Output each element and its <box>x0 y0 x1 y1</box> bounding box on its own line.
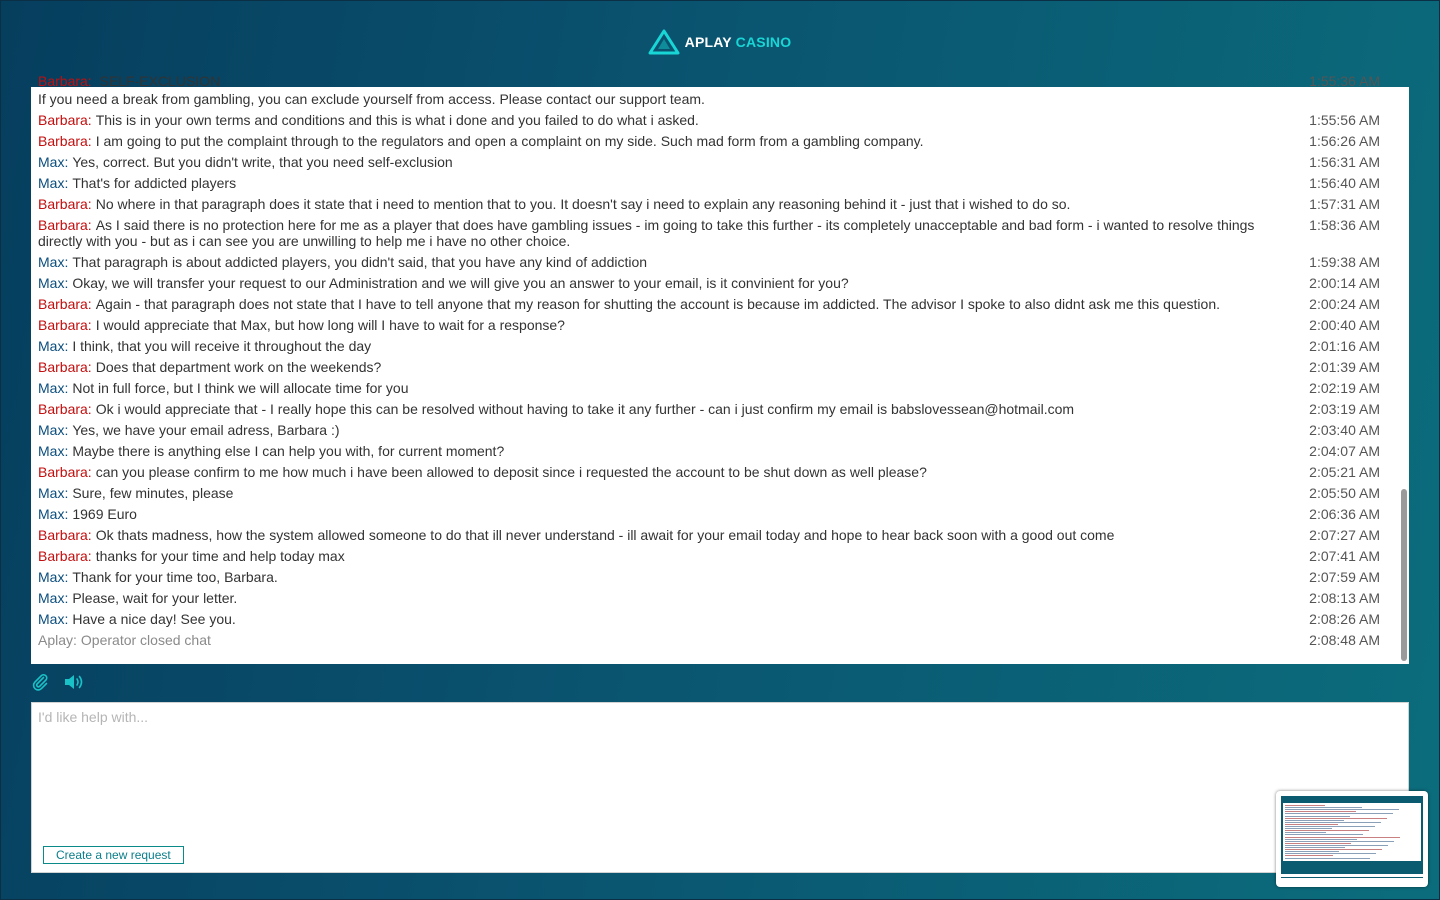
message-text: Again - that paragraph does not state that I have to tell anyone that my reason for shutting the account is because im addicted. The advisor I spoke to also didnt ask me this question. <box>95 296 1221 312</box>
message-text: I would appreciate that Max, but how long will I have to wait for a response? <box>95 317 565 333</box>
brand-name-primary: APLAY <box>684 34 732 50</box>
message-text: Okay, we will transfer your request to our Administration and we will give you an answer to your email, is it convinient for you? <box>72 275 849 291</box>
thumbnail-line <box>1285 809 1399 810</box>
message-row <box>38 112 1380 128</box>
message-author: Max: <box>38 443 69 459</box>
message-text: thanks for your time and help today max <box>95 548 345 564</box>
message-row <box>38 380 1380 396</box>
message-author: Barbara: <box>38 359 92 375</box>
thumbnail-chat <box>1283 803 1421 861</box>
message-time: 1:59:38 AM <box>1309 254 1380 270</box>
thumbnail-line <box>1285 824 1338 825</box>
message-row <box>38 317 1380 333</box>
message-text: No where in that paragraph does it state that i need to mention that to you. It doesn't say i need to explain any reasoning behind it - just that i wished to do so. <box>95 196 1071 212</box>
message-text: As I said there is no protection here for me as a player that does have gambling issues - im going to take this further - its completely unacceptable and bad form - i wanted to resolve things directly with you - but as i can see you are unwilling to help me i have no other choice. <box>38 217 1255 249</box>
message-text: Yes, correct. But you didn't write, that you need self-exclusion <box>72 154 453 170</box>
message-time: 2:07:27 AM <box>1309 527 1380 543</box>
message-text: Does that department work on the weekends? <box>95 359 382 375</box>
message-input[interactable] <box>38 709 1268 829</box>
message-time: 1:56:31 AM <box>1309 154 1380 170</box>
message-row <box>38 254 1380 270</box>
message-author: Barbara: <box>38 548 92 564</box>
paperclip-icon <box>31 673 49 691</box>
message-text: SELF-EXCLUSION <box>99 73 221 89</box>
message-row <box>38 217 1380 249</box>
message-row <box>38 590 1380 606</box>
message-author: Max: <box>38 275 69 291</box>
message-time: 2:03:19 AM <box>1309 401 1380 417</box>
message-author: Max: <box>38 611 69 627</box>
message-list <box>38 73 1380 653</box>
create-request-button[interactable]: Create a new request <box>43 846 184 864</box>
message-time: 1:56:40 AM <box>1309 175 1380 191</box>
message-author: Max: <box>38 569 69 585</box>
message-text: Not in full force, but I think we will allocate time for you <box>72 380 409 396</box>
message-time: 2:03:40 AM <box>1309 422 1380 438</box>
message-time: 2:01:39 AM <box>1309 359 1380 375</box>
message-continuation: If you need a break from gambling, you can exclude yourself from access. Please contact our support team. <box>38 91 705 107</box>
message-composer <box>31 702 1409 873</box>
message-text: Operator closed chat <box>80 632 211 648</box>
thumbnail-line <box>1285 830 1369 831</box>
chat-transcript[interactable] <box>31 73 1409 664</box>
message-row <box>38 527 1380 543</box>
message-text: 1969 Euro <box>72 506 137 522</box>
message-row <box>38 296 1380 312</box>
message-text: Yes, we have your email adress, Barbara :) <box>72 422 340 438</box>
message-author: Max: <box>38 338 69 354</box>
thumbnail-line <box>1285 822 1381 823</box>
message-time: 1:57:31 AM <box>1309 196 1380 212</box>
thumbnail-line <box>1285 828 1332 829</box>
thumbnail-line <box>1285 839 1357 840</box>
scrollbar-thumb[interactable] <box>1401 489 1407 661</box>
brand-name-secondary: CASINO <box>735 34 792 50</box>
message-text: That's for addicted players <box>72 175 237 191</box>
message-time: 2:05:21 AM <box>1309 464 1380 480</box>
window-preview-thumbnail[interactable] <box>1276 791 1428 887</box>
message-time: 2:00:24 AM <box>1309 296 1380 312</box>
message-author: Max: <box>38 380 69 396</box>
message-author: Max: <box>38 590 69 606</box>
message-text: can you please confirm to me how much i have been allowed to deposit since i requested the account to be shut down as well please? <box>95 464 927 480</box>
message-row <box>38 464 1380 480</box>
message-text: That paragraph is about addicted players, you didn't said, that you have any kind of addiction <box>72 254 648 270</box>
thumbnail-line <box>1285 851 1339 852</box>
aplay-triangle-icon <box>649 30 679 54</box>
thumbnail-line <box>1285 849 1382 850</box>
message-time: 2:06:36 AM <box>1309 506 1380 522</box>
thumbnail-line <box>1285 805 1325 806</box>
message-row <box>38 133 1380 149</box>
message-author: Barbara: <box>38 401 92 417</box>
thumbnail-line <box>1285 816 1350 817</box>
message-author: Barbara: <box>38 217 92 233</box>
message-author: Barbara: <box>38 527 92 543</box>
chat-toolbar <box>30 672 84 692</box>
message-text: Please, wait for your letter. <box>72 590 238 606</box>
message-time: 2:00:14 AM <box>1309 275 1380 291</box>
message-row <box>38 401 1380 417</box>
message-author: Barbara: <box>38 464 92 480</box>
speaker-icon <box>63 673 85 691</box>
message-text: Maybe there is anything else I can help you with, for current moment? <box>72 443 505 459</box>
thumbnail-line <box>1285 853 1376 854</box>
message-author: Max: <box>38 254 69 270</box>
message-row <box>38 611 1380 627</box>
thumbnail-line <box>1285 834 1363 835</box>
message-row <box>38 175 1380 191</box>
message-author: Barbara: <box>38 296 92 312</box>
message-time: 2:02:19 AM <box>1309 380 1380 396</box>
thumbnail-line <box>1285 855 1333 856</box>
message-text: Have a nice day! See you. <box>72 611 236 627</box>
thumbnail-line <box>1285 832 1326 833</box>
thumbnail-screen <box>1281 796 1423 874</box>
message-row <box>38 359 1380 375</box>
message-row <box>38 154 1380 170</box>
attach-button[interactable] <box>30 672 50 692</box>
message-row <box>38 338 1380 354</box>
message-row <box>38 196 1380 212</box>
thumbnail-line <box>1285 841 1394 842</box>
message-text: I am going to put the complaint through to the regulators and open a complaint on my side. Such mad form from a gambling company. <box>95 133 924 149</box>
message-time: 1:56:26 AM <box>1309 133 1380 149</box>
message-text: Sure, few minutes, please <box>72 485 234 501</box>
message-row-partial <box>38 73 1380 89</box>
message-text: This is in your own terms and conditions and this is what i done and you failed to do what i asked. <box>95 112 699 128</box>
message-time: 2:04:07 AM <box>1309 443 1380 459</box>
message-row <box>38 506 1380 522</box>
message-text: I think, that you will receive it throughout the day <box>72 338 372 354</box>
message-text: Thank for your time too, Barbara. <box>72 569 278 585</box>
message-time: 2:05:50 AM <box>1309 485 1380 501</box>
message-author: Barbara: <box>38 133 92 149</box>
message-author: Barbara: <box>38 317 92 333</box>
message-author: Max: <box>38 485 69 501</box>
message-author: Barbara: <box>38 196 92 212</box>
message-time: 2:08:48 AM <box>1309 632 1380 648</box>
brand-logo <box>649 30 792 54</box>
message-row <box>38 275 1380 291</box>
message-author: Aplay: <box>38 632 77 648</box>
thumbnail-line <box>1285 845 1388 846</box>
message-time: 2:07:59 AM <box>1309 569 1380 585</box>
message-text: Ok thats madness, how the system allowed someone to do that ill never understand - ill await for your email today and hope to hear back soon with a good out come <box>95 527 1115 543</box>
brand-header <box>0 28 1440 56</box>
message-time: 2:07:41 AM <box>1309 548 1380 564</box>
message-author: Max: <box>38 506 69 522</box>
thumbnail-line <box>1285 837 1400 838</box>
message-time: 1:55:36 AM <box>1309 73 1380 89</box>
message-time: 2:08:26 AM <box>1309 611 1380 627</box>
message-row <box>38 632 1380 648</box>
thumbnail-line <box>1285 811 1356 812</box>
message-text: Ok i would appreciate that - I really hope this can be resolved without having to take it any further - can i just confirm my email is babslovessean@hotmail.com <box>95 401 1075 417</box>
message-author: Max: <box>38 422 69 438</box>
message-row <box>38 443 1380 459</box>
thumbnail-composer <box>1281 877 1423 884</box>
thumbnail-line <box>1285 818 1387 819</box>
message-row <box>38 569 1380 585</box>
message-time: 2:08:13 AM <box>1309 590 1380 606</box>
message-author: Max: <box>38 154 69 170</box>
message-author: Max: <box>38 175 69 191</box>
thumbnail-line <box>1285 826 1375 827</box>
message-time: 1:55:56 AM <box>1309 112 1380 128</box>
message-time: 2:00:40 AM <box>1309 317 1380 333</box>
message-row <box>38 548 1380 564</box>
message-author: Barbara: <box>38 73 92 89</box>
message-author: Barbara: <box>38 112 92 128</box>
sound-toggle-button[interactable] <box>64 672 84 692</box>
message-time: 1:58:36 AM <box>1309 217 1380 233</box>
thumbnail-line <box>1285 807 1362 808</box>
thumbnail-line <box>1285 813 1393 814</box>
message-time: 2:01:16 AM <box>1309 338 1380 354</box>
thumbnail-line <box>1285 820 1344 821</box>
message-row <box>38 485 1380 501</box>
message-row <box>38 422 1380 438</box>
thumbnail-line <box>1285 858 1370 859</box>
thumbnail-line <box>1285 847 1345 848</box>
thumbnail-line <box>1285 843 1351 844</box>
